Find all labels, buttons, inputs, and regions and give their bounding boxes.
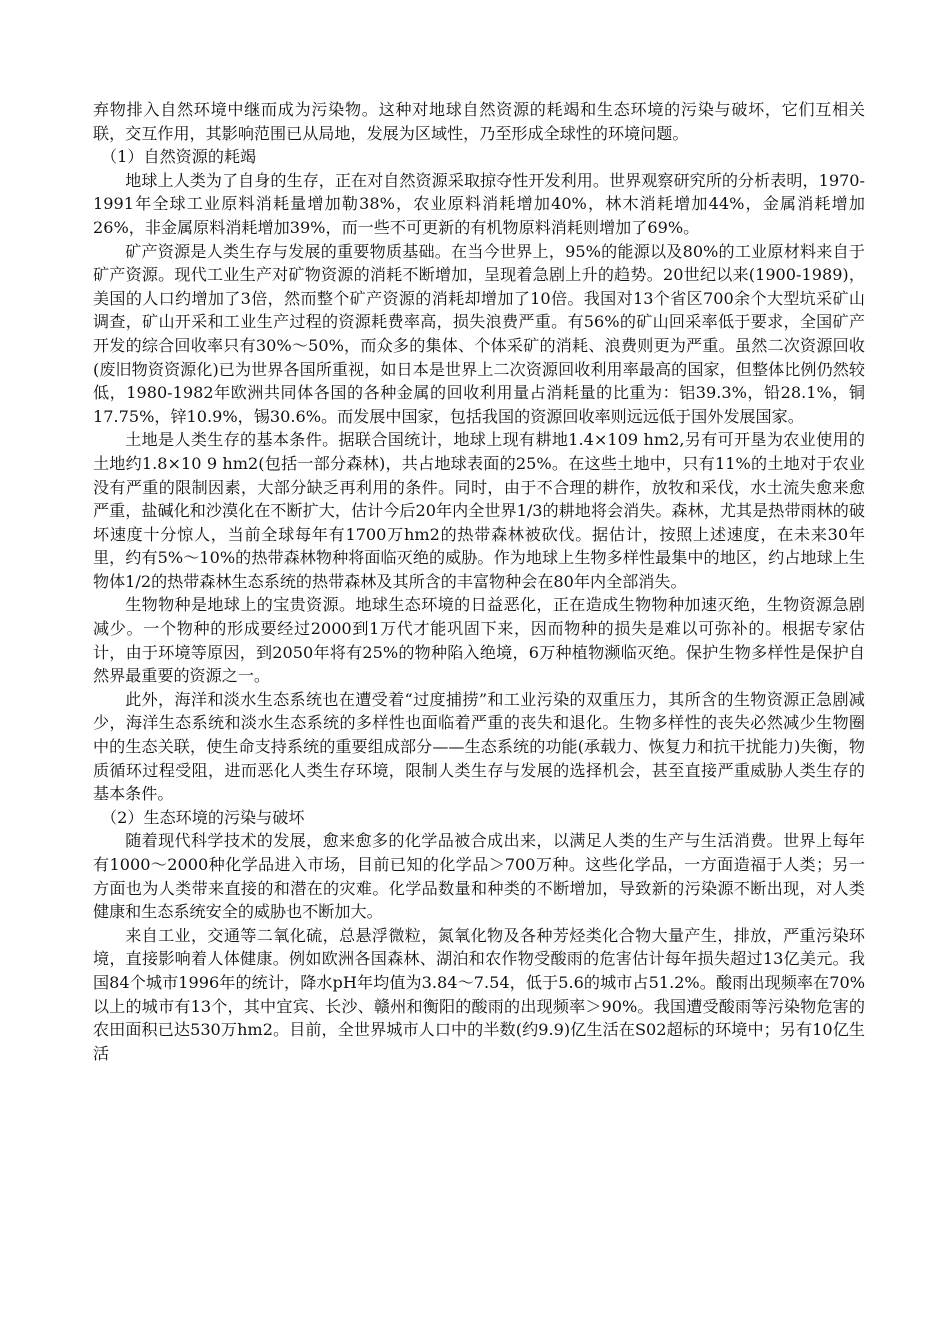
paragraph: 地球上人类为了自身的生存，正在对自然资源采取掠夺性开发利用。世界观察研究所的分析表明，1970-1991年全球工业原料消耗量增加勒38%，农业原料消耗增加40%，林木消耗增加44%，金属消耗增加26%，非金属原料消耗增加39%，而一些不可更新的有机物原料消耗则增加了69%。 [93, 170, 865, 237]
paragraph: 土地是人类生存的基本条件。据联合国统计，地球上现有耕地1.4×109 hm2,另有可开垦为农业使用的土地约1.8×10 9 hm2(包括一部分森林)，共占地球表面的25%。在这些土地中，只有11%的土地对于农业没有严重的限制因素，大部分缺乏再利用的条件。同时，由于不合理的耕作，放牧和采伐，水土流失愈来愈严重，盐碱化和沙漠化在不断扩大，估计今后20年内全世界1/3的耕地将会消失。森林，尤其是热带雨林的破坏速度十分惊人，当前全球每年有1700万hm2的热带森林被砍伐。据估计，按照上述速度，在未来30年里，约有5%～10%的热带森林物种将面临灭绝的威胁。作为地球上生物多样性最集中的地区，约占地球上生物体1/2的热带森林生态系统的热带森林及其所含的丰富物种会在80年内全部消失。 [93, 430, 865, 591]
paragraph: 弃物排入自然环境中继而成为污染物。这种对地球自然资源的耗竭和生态环境的污染与破坏，它们互相关联，交互作用，其影响范围已从局地，发展为区域性，乃至形成全球性的环境问题。 [93, 100, 865, 143]
paragraph: 生物物种是地球上的宝贵资源。地球生态环境的日益恶化，正在造成生物物种加速灭绝，生物资源急剧减少。一个物种的形成要经过2000到1万代才能巩固下来，因而物种的损失是难以可弥补的。根据专家估计，由于环境等原因，到2050年将有25%的物种陷入绝境，6万种植物濒临灭绝。保护生物多样性是保护自然界最重要的资源之一。 [93, 595, 865, 686]
section-heading: （2）生态环境的污染与破坏 [101, 807, 305, 827]
section-heading: （1）自然资源的耗竭 [101, 147, 257, 167]
paragraph: 矿产资源是人类生存与发展的重要物质基础。在当今世界上，95%的能源以及80%的工业原材料来自于矿产资源。现代工业生产对矿物资源的消耗不断增加，呈现着急剧上升的趋势。20世纪以来(1900-1989)，美国的人口约增加了3倍，然而整个矿产资源的消耗却增加了10倍。我国对13个省区700余个大型坑采矿山调查，矿山开采和工业生产过程的资源耗费率高，损失浪费严重。有56%的矿山回采率低于要求，全国矿产开发的综合回收率只有30%～50%，而众多的集体、个体采矿的消耗、浪费则更为严重。虽然二次资源回收(废旧物资资源化)已为世界各国所重视，如日本是世界上二次资源回收利用率最高的国家，但整体比例仍然较低，1980-1982年欧洲共同体各国的各种金属的回收利用量占消耗量的比重为：铝39.3%，铅28.1%，铜17.75%，锌10.9%，锡30.6%。而发展中国家，包括我国的资源回收率则远远低于国外发展国家。 [93, 241, 865, 426]
paragraph: 此外，海洋和淡水生态系统也在遭受着“过度捕捞”和工业污染的双重压力，其所含的生物资源正急剧减少，海洋生态系统和淡水生态系统的多样性也面临着严重的丧失和退化。生物多样性的丧失必然减少生物圈中的生态关联，使生命支持系统的重要组成部分——生态系统的功能(承载力、恢复力和抗干扰能力)失衡，物质循环过程受阻，进而恶化人类生存环境，限制人类生存与发展的选择机会，甚至直接严重威胁人类生存的基本条件。 [93, 689, 865, 804]
document-page [93, 98, 865, 1065]
paragraph: 随着现代科学技术的发展，愈来愈多的化学品被合成出来，以满足人类的生产与生活消费。世界上每年有1000～2000种化学品进入市场，目前已知的化学品＞700万种。这些化学品，一方面造福于人类；另一方面也为人类带来直接的和潜在的灾难。化学品数量和种类的不断增加，导致新的污染源不断出现，对人类健康和生态系统安全的威胁也不断加大。 [93, 831, 865, 922]
paragraph: 来自工业，交通等二氧化硫，总悬浮微粒，氮氧化物及各种芳烃类化合物大量产生，排放，严重污染环境，直接影响着人体健康。例如欧洲各国森林、湖泊和农作物受酸雨的危害估计每年损失超过13亿美元。我国84个城市1996年的统计，降水pH年均值为3.84～7.54，低于5.6的城市占51.2%。酸雨出现频率在70%以上的城市有13个，其中宜宾、长沙、赣州和衡阳的酸雨的出现频率＞90%。我国遭受酸雨等污染物危害的农田面积已达530万hm2。目前，全世界城市人口中的半数(约9.9)亿生活在S02超标的环境中；另有10亿生活 [93, 925, 865, 1063]
